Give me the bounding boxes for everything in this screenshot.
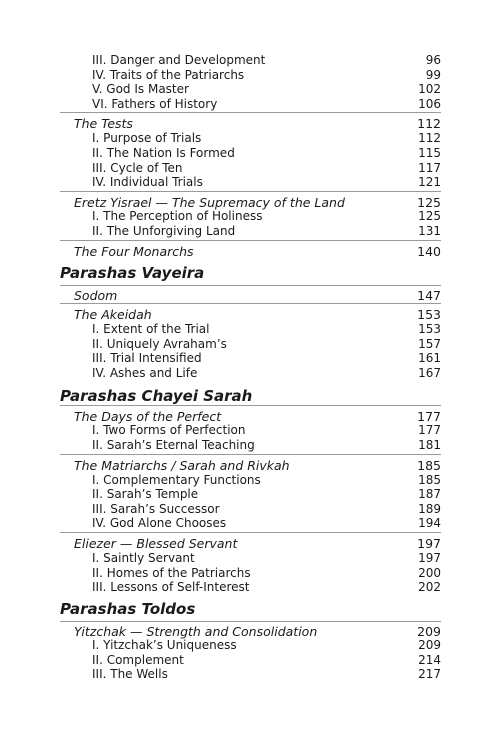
entry-title: III. Cycle of Ten (92, 161, 183, 175)
subsection-entry (60, 175, 441, 190)
page-number: 209 (418, 638, 441, 652)
entry-title: I. Saintly Servant (92, 551, 195, 565)
entry-title: I. Two Forms of Perfection (92, 423, 246, 437)
subsection-entry (60, 653, 441, 668)
entry-title: I. Purpose of Trials (92, 131, 202, 145)
subsection-entry (60, 131, 441, 146)
entry-title: II. The Unforgiving Land (92, 224, 236, 238)
entry-title: II. Sarah’s Temple (92, 487, 199, 501)
entry-title: Eliezer — Blessed Servant (74, 536, 238, 551)
page-number: 177 (417, 409, 441, 424)
section-entry (60, 307, 441, 322)
entry-title: Sodom (74, 288, 118, 303)
section-entry (60, 195, 441, 210)
entry-title: III. The Wells (92, 667, 168, 681)
entry-title: I. The Perception of Holiness (92, 209, 263, 223)
entry-title: V. God Is Master (92, 82, 189, 96)
entry-title: The Four Monarchs (74, 244, 194, 259)
entry-title: II. The Nation Is Formed (92, 146, 235, 160)
subsection-entry (60, 473, 441, 488)
section-entry (60, 624, 441, 639)
entry-title: I. Yitzchak’s Uniqueness (92, 638, 237, 652)
page-number: 202 (418, 580, 441, 594)
page-number: 121 (418, 175, 441, 189)
page-number: 140 (417, 244, 441, 259)
subsection-entry (60, 502, 441, 517)
page-number: 197 (417, 536, 441, 551)
page-number: 214 (418, 653, 441, 667)
page-number: 197 (418, 551, 441, 565)
subsection-entry (60, 224, 441, 239)
entry-title: III. Danger and Development (92, 53, 266, 67)
subsection-entry (60, 146, 441, 161)
page-number: 194 (418, 516, 441, 530)
divider-rule (60, 621, 441, 622)
part-heading (60, 262, 441, 284)
divider-rule (60, 285, 441, 286)
page-number: 200 (418, 566, 441, 580)
page-number: 99 (425, 68, 441, 82)
page-number: 117 (418, 161, 441, 175)
page-number: 125 (417, 195, 441, 210)
divider-rule (60, 240, 441, 241)
section-entry (60, 458, 441, 473)
section-entry (60, 116, 441, 131)
page-number: 125 (418, 209, 441, 223)
page-number: 209 (417, 624, 441, 639)
entry-title: II. Complement (92, 653, 184, 667)
part-heading (60, 598, 441, 620)
page-number: 106 (418, 97, 441, 111)
entry-title: VI. Fathers of History (92, 97, 218, 111)
entry-title: The Matriarchs / Sarah and Rivkah (74, 458, 290, 473)
page-number: 157 (418, 337, 441, 351)
page-number: 189 (418, 502, 441, 516)
subsection-entry (60, 351, 441, 366)
subsection-entry (60, 322, 441, 337)
subsection-entry (60, 551, 441, 566)
page-number: 153 (417, 307, 441, 322)
entry-title: Parashas Vayeira (60, 264, 205, 282)
divider-rule (60, 112, 441, 113)
entry-title: The Days of the Perfect (74, 409, 222, 424)
subsection-entry (60, 97, 441, 112)
page-number: 147 (417, 288, 441, 303)
subsection-entry (60, 638, 441, 653)
page-number: 167 (418, 366, 441, 380)
entry-title: Parashas Toldos (60, 600, 196, 618)
entry-title: IV. Traits of the Patriarchs (92, 68, 245, 82)
subsection-entry (60, 82, 441, 97)
subsection-entry (60, 53, 441, 68)
page-number: 96 (425, 53, 441, 67)
page-number: 185 (418, 473, 441, 487)
entry-title: II. Uniquely Avraham’s (92, 337, 227, 351)
page-number: 161 (418, 351, 441, 365)
divider-rule (60, 303, 441, 304)
page-number: 112 (417, 116, 441, 131)
page-number: 185 (417, 458, 441, 473)
subsection-entry (60, 580, 441, 595)
section-entry (60, 288, 441, 303)
entry-title: The Akeidah (74, 307, 152, 322)
subsection-entry (60, 209, 441, 224)
page-number: 177 (418, 423, 441, 437)
subsection-entry (60, 667, 441, 682)
entry-title: IV. Ashes and Life (92, 366, 198, 380)
entry-title: IV. Individual Trials (92, 175, 203, 189)
page-number: 102 (418, 82, 441, 96)
subsection-entry (60, 516, 441, 531)
page-number: 112 (418, 131, 441, 145)
entry-title: III. Lessons of Self-Interest (92, 580, 250, 594)
subsection-entry (60, 68, 441, 83)
entry-title: IV. God Alone Chooses (92, 516, 227, 530)
subsection-entry (60, 366, 441, 381)
page-number: 187 (418, 487, 441, 501)
entry-title: III. Trial Intensified (92, 351, 202, 365)
part-heading (60, 385, 441, 407)
page-number: 153 (418, 322, 441, 336)
entry-title: Yitzchak — Strength and Consolidation (74, 624, 318, 639)
divider-rule (60, 532, 441, 533)
divider-rule (60, 454, 441, 455)
entry-title: Parashas Chayei Sarah (60, 387, 253, 405)
subsection-entry (60, 438, 441, 453)
page-number: 131 (418, 224, 441, 238)
entry-title: I. Extent of the Trial (92, 322, 210, 336)
page-number: 115 (418, 146, 441, 160)
subsection-entry (60, 161, 441, 176)
entry-title: II. Homes of the Patriarchs (92, 566, 251, 580)
page-number: 217 (418, 667, 441, 681)
entry-title: III. Sarah’s Successor (92, 502, 220, 516)
entry-title: II. Sarah’s Eternal Teaching (92, 438, 255, 452)
section-entry (60, 244, 441, 259)
subsection-entry (60, 423, 441, 438)
page-number: 181 (418, 438, 441, 452)
subsection-entry (60, 566, 441, 581)
entry-title: The Tests (74, 116, 133, 131)
subsection-entry (60, 487, 441, 502)
subsection-entry (60, 337, 441, 352)
entry-title: I. Complementary Functions (92, 473, 261, 487)
section-entry (60, 536, 441, 551)
divider-rule (60, 191, 441, 192)
section-entry (60, 409, 441, 424)
entry-title: Eretz Yisrael — The Supremacy of the Land (74, 195, 345, 210)
